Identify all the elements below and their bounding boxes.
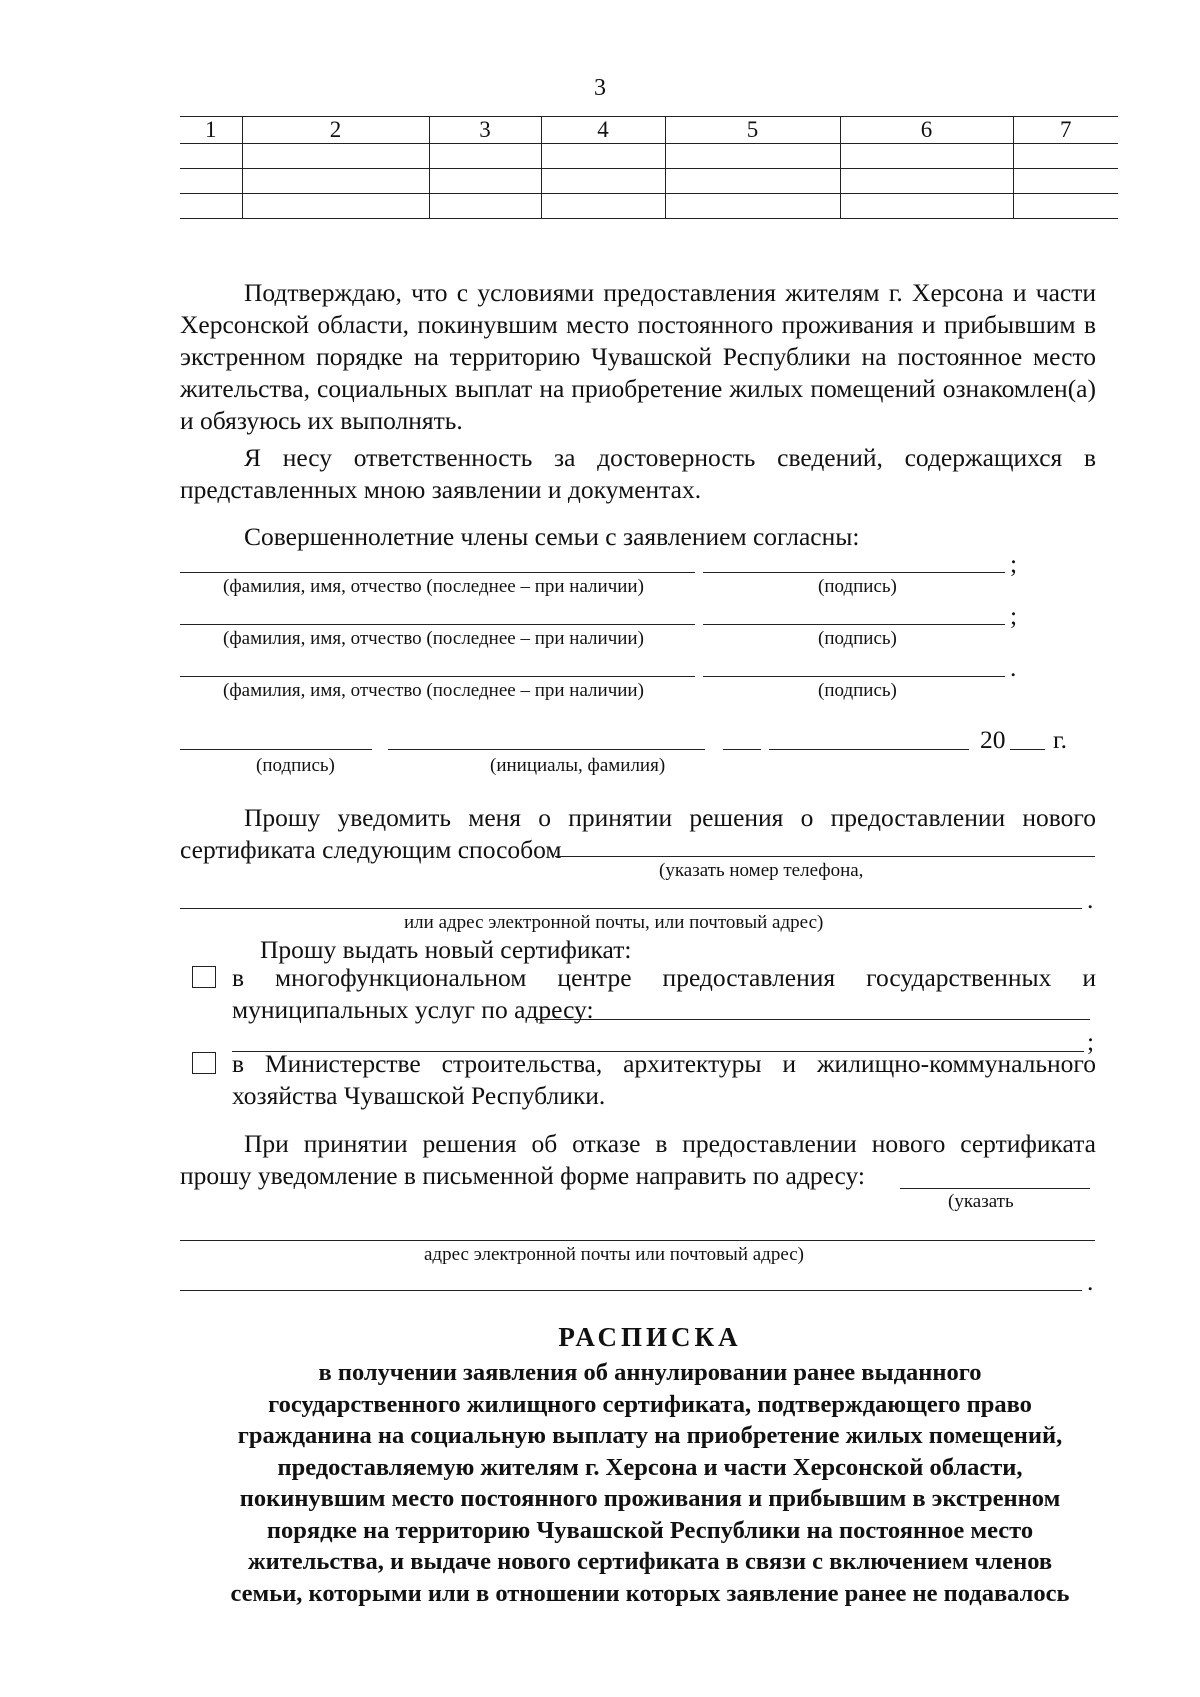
notify-address-line[interactable]: [180, 908, 1082, 909]
mfc-checkbox[interactable]: [192, 966, 216, 988]
date-year-line[interactable]: [1010, 749, 1045, 750]
signature-caption: (подпись): [818, 576, 897, 597]
refusal-address-line-2[interactable]: [180, 1240, 1095, 1241]
ministry-option-text: в Министерстве строительства, архитектуры и жилищно-коммунального хозяйства Чувашской Республики.: [232, 1049, 1096, 1110]
name-caption: (фамилия, имя, отчество (последнее – при наличии): [223, 680, 644, 701]
table-header-cell: 7: [1013, 117, 1118, 144]
date-month-line[interactable]: [769, 749, 969, 750]
line-end-mark: .: [1010, 653, 1017, 682]
receipt-subtitle-line: семьи, которыми или в отношении которых заявление ранее не подавалось: [230, 1579, 1070, 1607]
refusal-caption-2: адрес электронной почты или почтовый адрес): [424, 1244, 805, 1265]
table-header-cell: 6: [840, 117, 1013, 144]
name-caption: (фамилия, имя, отчество (последнее – при наличии): [223, 576, 644, 597]
signature-line[interactable]: [703, 572, 1005, 573]
name-line[interactable]: [180, 624, 695, 625]
confirm-paragraph: Подтверждаю, что с условиями предоставления жителям г. Херсона и части Херсонской области, покинувшим место постоянного проживания и прибывшим в экстренном порядке на территорию Чувашской Республики на постоянное место жительства, социальных выплат на приобретение жилых помещений ознакомлен(а) и обязуюсь их выполнять.: [180, 278, 1096, 435]
line-end-mark: .: [1087, 1267, 1094, 1296]
name-line[interactable]: [180, 572, 695, 573]
signature-caption: (подпись): [818, 628, 897, 649]
table-header-cell: 4: [541, 117, 665, 144]
page-number: 3: [594, 75, 606, 101]
mfc-address-line[interactable]: [535, 1019, 1090, 1020]
family-consent-heading: Совершеннолетние члены семьи с заявлением согласны:: [244, 522, 860, 551]
issue-heading: Прошу выдать новый сертификат:: [260, 935, 632, 964]
refusal-paragraph: [180, 1128, 1096, 1192]
table-header-cell: 3: [429, 117, 541, 144]
name-caption: (фамилия, имя, отчество (последнее – при наличии): [223, 628, 644, 649]
applicant-signature-line[interactable]: [180, 749, 372, 750]
data-table: [180, 116, 1118, 219]
refusal-text: При принятии решения об отказе в предоставлении нового сертификата прошу уведомление в письменной форме направить по адресу:: [180, 1129, 1096, 1190]
notify-method-line[interactable]: [555, 856, 1095, 857]
mfc-option-text: в многофункциональном центре предоставления государственных и муниципальных услуг по адресу:: [232, 963, 1096, 1024]
year-suffix: г.: [1053, 725, 1067, 754]
table-row: [180, 144, 1118, 169]
receipt-subtitle-line: жительства, и выдаче нового сертификата в связи с включением членов: [247, 1548, 1053, 1575]
line-end-mark: ;: [1010, 549, 1018, 578]
refusal-caption-1: (указать: [948, 1191, 1014, 1212]
receipt-title: РАСПИСКА: [558, 1322, 742, 1352]
signature-caption: (подпись): [256, 755, 335, 776]
name-line[interactable]: [180, 676, 695, 677]
receipt-subtitle-line: порядке на территорию Чувашской Республики на постоянное место: [266, 1516, 1034, 1544]
receipt-subtitle-line: покинувшим место постоянного проживания и прибывшим в экстренном: [239, 1485, 1061, 1512]
table-header-cell: 1: [180, 117, 242, 144]
signature-line[interactable]: [703, 624, 1005, 625]
table-row: [180, 194, 1118, 219]
line-end-mark: ;: [1010, 601, 1018, 630]
responsibility-paragraph: Я несу ответственность за достоверность сведений, содержащихся в представленных мною заявлении и документах.: [180, 443, 1096, 504]
initials-caption: (инициалы, фамилия): [490, 755, 666, 776]
date-day-line[interactable]: [723, 749, 761, 750]
signature-caption: (подпись): [818, 680, 897, 701]
table-header-row: [180, 117, 1118, 144]
line-end-mark: ;: [1087, 1027, 1095, 1056]
receipt-subtitle-line: государственного жилищного сертификата, подтверждающего право: [268, 1390, 1032, 1418]
notify-caption-2: или адрес электронной почты, или почтовый адрес): [404, 912, 824, 933]
signature-line[interactable]: [703, 676, 1005, 677]
receipt-subtitle: [180, 1357, 1120, 1609]
ministry-checkbox[interactable]: [192, 1052, 216, 1074]
receipt-subtitle-line: предоставляемую жителям г. Херсона и части Херсонской области,: [277, 1453, 1023, 1481]
refusal-address-line[interactable]: [900, 1188, 1090, 1189]
notify-caption-1: (указать номер телефона,: [659, 860, 864, 881]
table-header-cell: 5: [665, 117, 840, 144]
refusal-address-line-3[interactable]: [180, 1290, 1082, 1291]
receipt-subtitle-line: гражданина на социальную выплату на приобретение жилых помещений,: [237, 1422, 1063, 1449]
receipt-subtitle-line: в получении заявления об аннулировании ранее выданного: [318, 1359, 982, 1386]
year-prefix: 20: [980, 725, 1006, 754]
table-row: [180, 169, 1118, 194]
notify-text: Прошу уведомить меня о принятии решения о предоставлении нового сертификата следующим способом: [180, 803, 1096, 864]
line-end-mark: .: [1087, 885, 1094, 914]
applicant-initials-line[interactable]: [388, 749, 705, 750]
table-header-cell: 2: [242, 117, 429, 144]
